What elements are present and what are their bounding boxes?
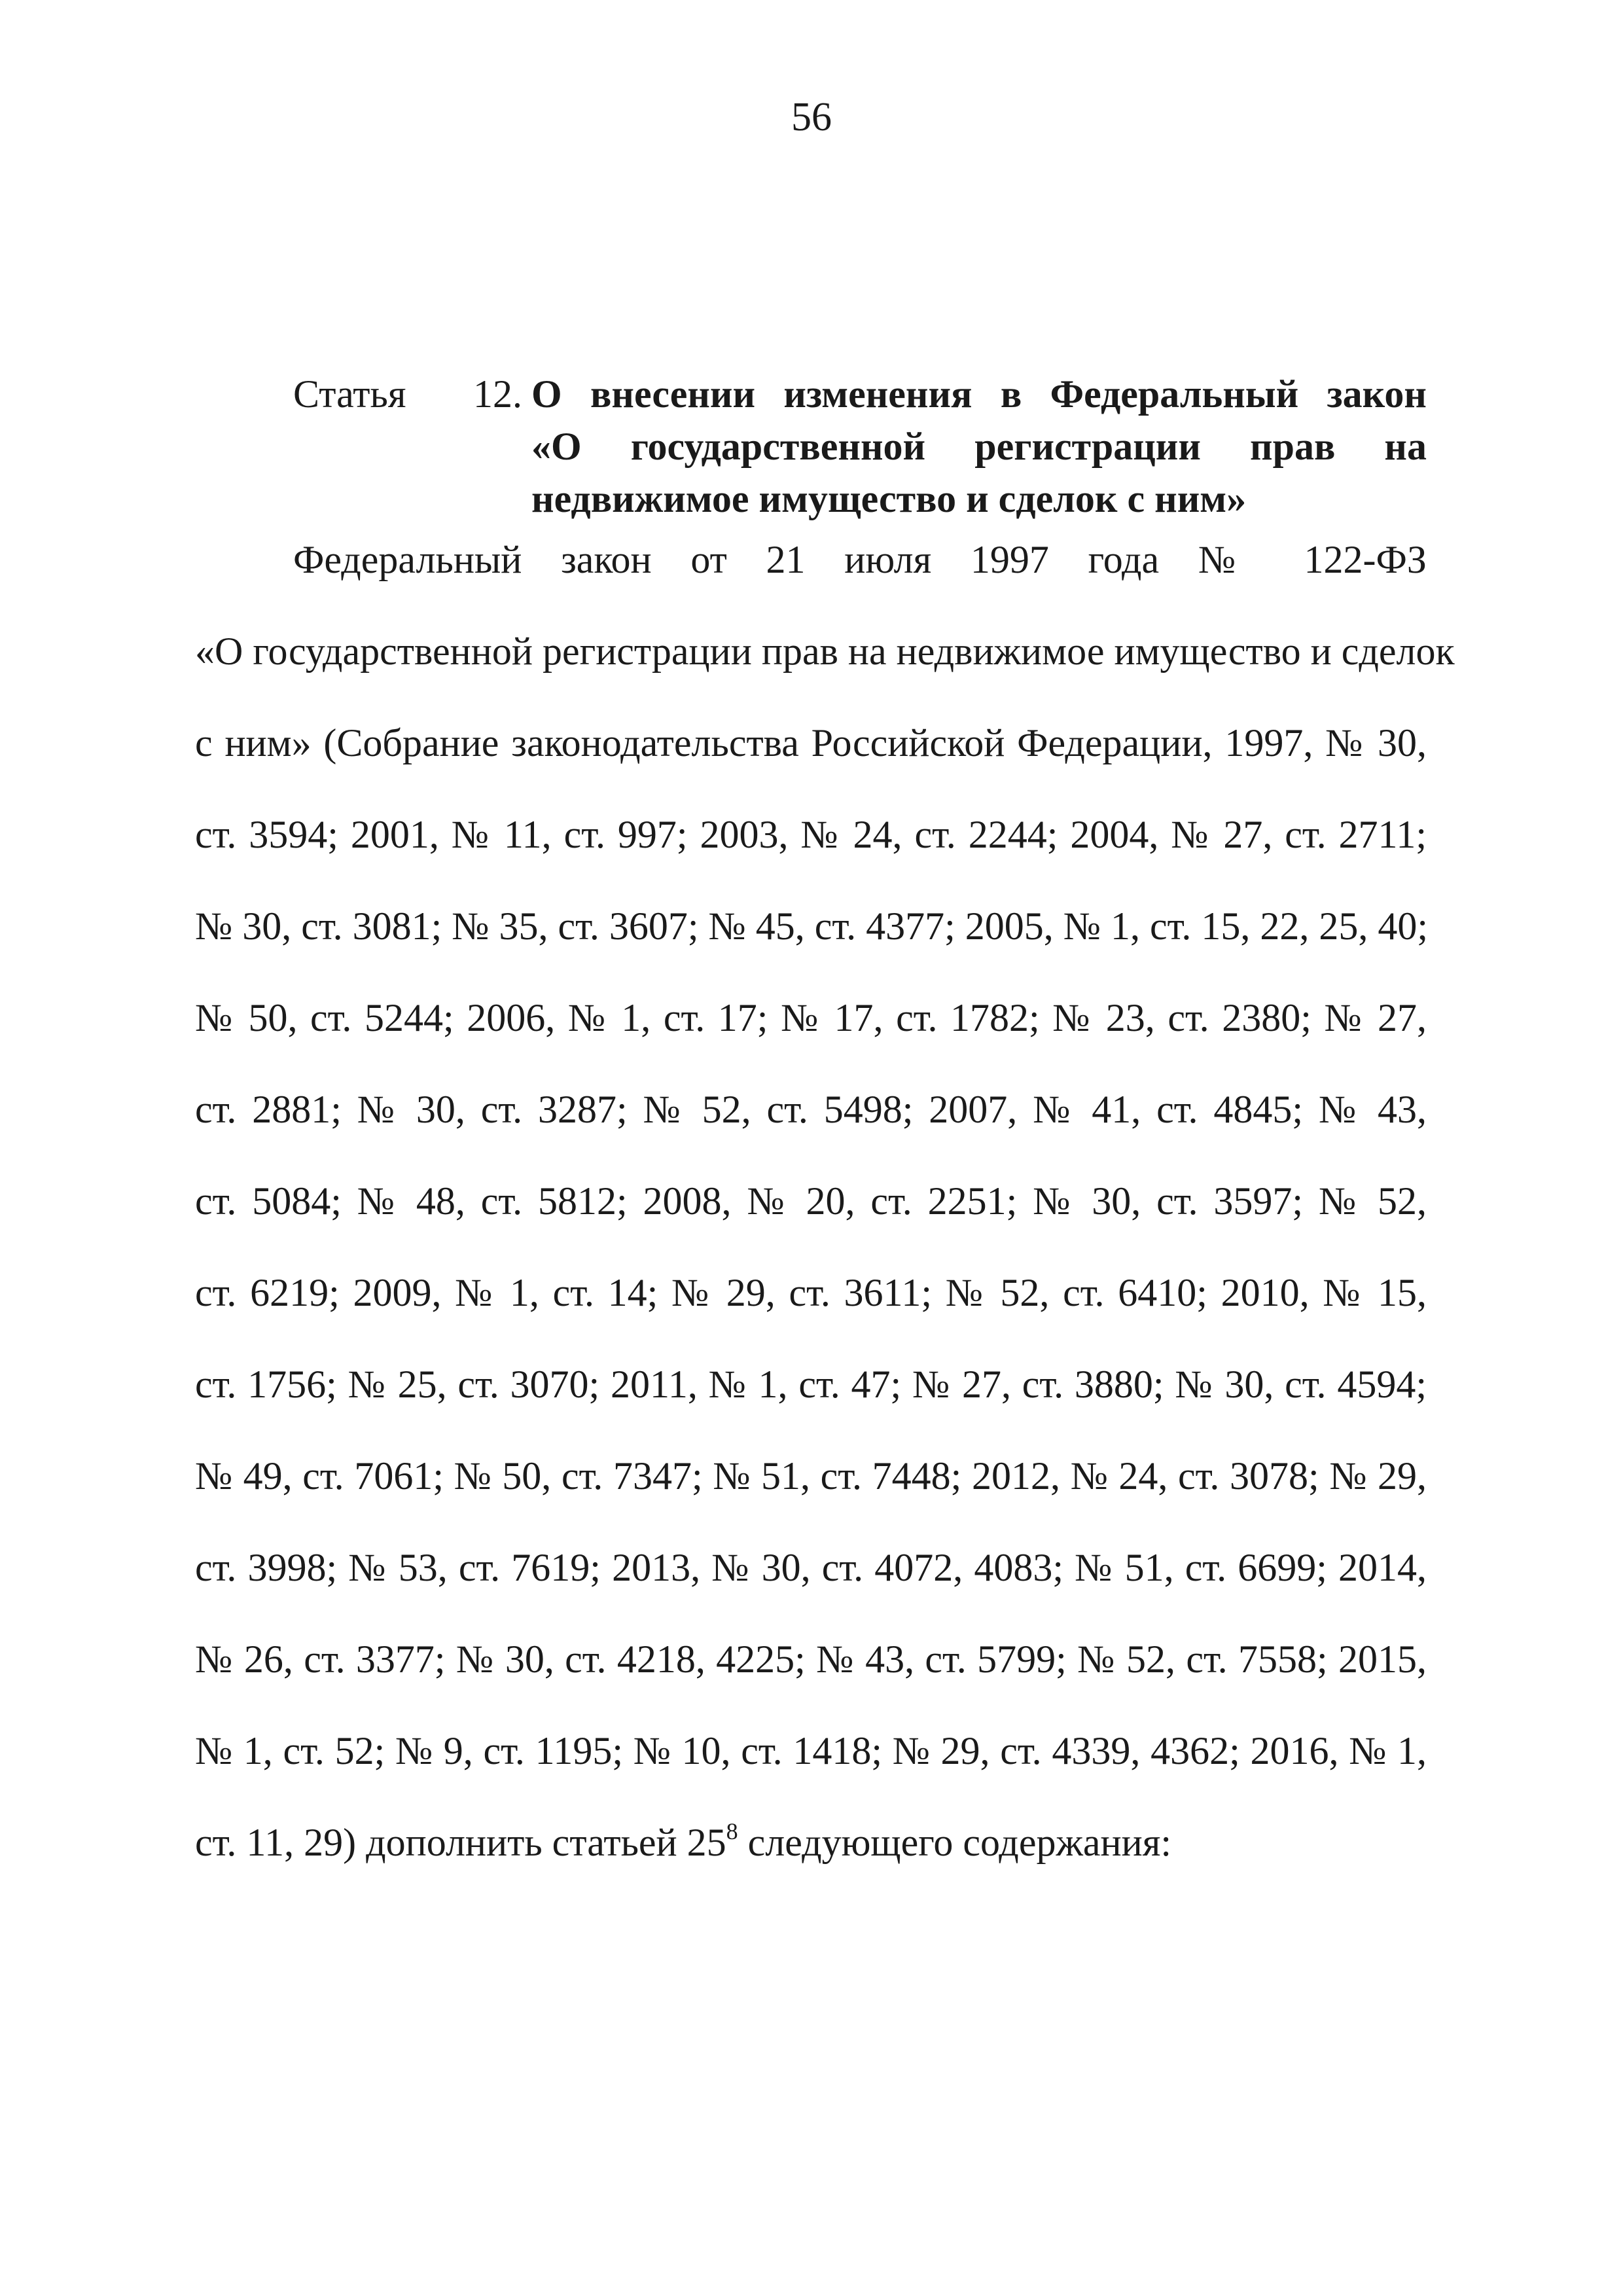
paragraph-last-line xyxy=(195,1820,1427,1865)
article-number: 12. xyxy=(473,372,522,416)
article-title xyxy=(522,368,1427,525)
page-number: 56 xyxy=(791,95,832,139)
last-line-tail: следующего содержания: xyxy=(738,1821,1172,1864)
paragraph-line: Федеральный закон от 21 июля 1997 года № 122-ФЗ xyxy=(293,538,1427,581)
paragraph-line: ст. 3998; № 53, ст. 7619; 2013, № 30, ст. 4072, 4083; № 51, ст. 6699; 2014, xyxy=(195,1546,1427,1589)
paragraph-line: ст. 3594; 2001, № 11, ст. 997; 2003, № 24, ст. 2244; 2004, № 27, ст. 2711; xyxy=(195,813,1427,856)
paragraph-line: № 1, ст. 52; № 9, ст. 1195; № 10, ст. 1418; № 29, ст. 4339, 4362; 2016, № 1, xyxy=(195,1729,1427,1772)
article-title-line: недвижимое имущество и сделок с ним» xyxy=(531,477,1247,520)
article-superscript: 8 xyxy=(726,1818,738,1844)
paragraph-line: ст. 2881; № 30, ст. 3287; № 52, ст. 5498; 2007, № 41, ст. 4845; № 43, xyxy=(195,1088,1427,1131)
paragraph-line: № 49, ст. 7061; № 50, ст. 7347; № 51, ст. 7448; 2012, № 24, ст. 3078; № 29, xyxy=(195,1454,1427,1498)
article-heading xyxy=(293,368,1427,525)
paragraph-line: ст. 5084; № 48, ст. 5812; 2008, № 20, ст. 2251; № 30, ст. 3597; № 52, xyxy=(195,1179,1427,1223)
article-label xyxy=(293,368,522,525)
paragraph-line: ст. 6219; 2009, № 1, ст. 14; № 29, ст. 3611; № 52, ст. 6410; 2010, № 15, xyxy=(195,1271,1427,1314)
paragraph-line: «О государственной регистрации прав на недвижимое имущество и сделок xyxy=(195,630,1455,673)
body-paragraph xyxy=(195,537,1455,1911)
paragraph-line: № 26, ст. 3377; № 30, ст. 4218, 4225; № 43, ст. 5799; № 52, ст. 7558; 2015, xyxy=(195,1638,1427,1681)
article-word: Статья xyxy=(293,372,406,416)
paragraph-line: ст. 1756; № 25, ст. 3070; 2011, № 1, ст. 47; № 27, ст. 3880; № 30, ст. 4594; xyxy=(195,1363,1427,1406)
paragraph-line: с ним» (Собрание законодательства Российской Федерации, 1997, № 30, xyxy=(195,721,1427,764)
article-title-line: «О государственной регистрации прав на xyxy=(531,425,1427,468)
last-line-text: ст. 11, 29) дополнить статьей 25 xyxy=(195,1821,726,1864)
article-title-line: О внесении изменения в Федеральный закон xyxy=(531,372,1427,416)
paragraph-line: № 50, ст. 5244; 2006, № 1, ст. 17; № 17, ст. 1782; № 23, ст. 2380; № 27, xyxy=(195,996,1427,1039)
paragraph-line: № 30, ст. 3081; № 35, ст. 3607; № 45, ст. 4377; 2005, № 1, ст. 15, 22, 25, 40; xyxy=(195,905,1429,948)
